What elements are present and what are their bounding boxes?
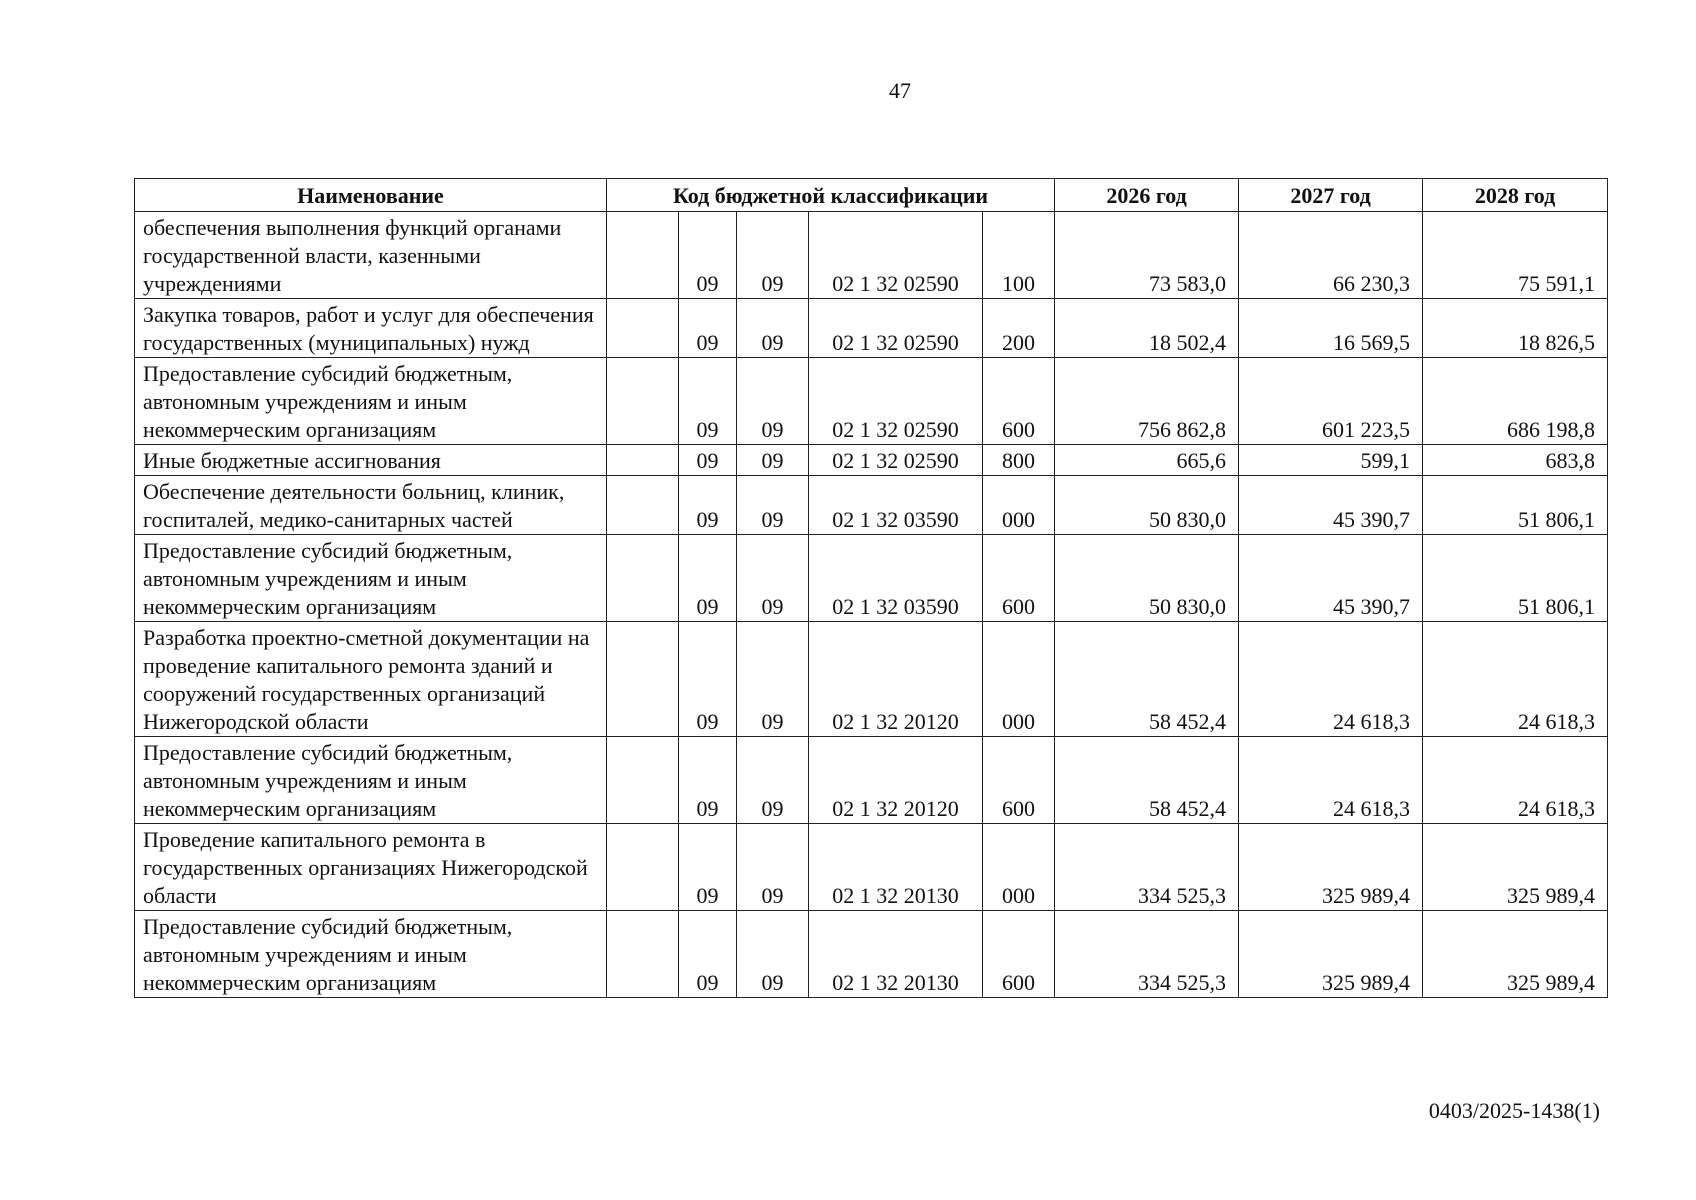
row-2027: 16 569,5: [1239, 299, 1423, 358]
document-registration-code: 0403/2025-1438(1): [1428, 1098, 1600, 1123]
row-target-article: 02 1 32 02590: [809, 445, 983, 476]
row-expense-type: 000: [983, 824, 1055, 911]
header-2027: 2027 год: [1239, 179, 1423, 212]
row-empty-cell: [607, 824, 679, 911]
page-number: 47: [889, 78, 911, 103]
row-section: 09: [679, 358, 737, 445]
row-subsection: 09: [737, 824, 809, 911]
row-subsection: 09: [737, 445, 809, 476]
row-2027: 24 618,3: [1239, 622, 1423, 737]
row-name: обеспечения выполнения функций органами государственной власти, казенными учреждениями: [135, 212, 607, 299]
row-name: Разработка проектно-сметной документации на проведение капитального ремонта зданий и сооружений государственных организаций Нижегородской области: [135, 622, 607, 737]
row-subsection: 09: [737, 358, 809, 445]
row-2028: 325 989,4: [1423, 824, 1608, 911]
row-empty-cell: [607, 299, 679, 358]
row-2026: 665,6: [1055, 445, 1239, 476]
row-2026: 334 525,3: [1055, 824, 1239, 911]
row-2028: 75 591,1: [1423, 212, 1608, 299]
row-empty-cell: [607, 622, 679, 737]
row-empty-cell: [607, 911, 679, 998]
row-target-article: 02 1 32 02590: [809, 212, 983, 299]
table-row: [135, 212, 1608, 299]
row-section: 09: [679, 212, 737, 299]
row-2028: 325 989,4: [1423, 911, 1608, 998]
row-empty-cell: [607, 445, 679, 476]
row-subsection: 09: [737, 476, 809, 535]
row-section: 09: [679, 299, 737, 358]
row-2028: 18 826,5: [1423, 299, 1608, 358]
row-2027: 325 989,4: [1239, 824, 1423, 911]
row-subsection: 09: [737, 737, 809, 824]
row-target-article: 02 1 32 20120: [809, 622, 983, 737]
row-2027: 45 390,7: [1239, 476, 1423, 535]
row-2026: 50 830,0: [1055, 476, 1239, 535]
table-header-row: [135, 179, 1608, 212]
row-2028: 24 618,3: [1423, 737, 1608, 824]
row-empty-cell: [607, 476, 679, 535]
row-name: Предоставление субсидий бюджетным, автономным учреждениям и иным некоммерческим организациям: [135, 535, 607, 622]
row-name: Предоставление субсидий бюджетным, автономным учреждениям и иным некоммерческим организациям: [135, 911, 607, 998]
row-target-article: 02 1 32 03590: [809, 535, 983, 622]
row-empty-cell: [607, 358, 679, 445]
row-2028: 24 618,3: [1423, 622, 1608, 737]
row-2027: 601 223,5: [1239, 358, 1423, 445]
table-row: [135, 535, 1608, 622]
table-row: [135, 299, 1608, 358]
row-name: Проведение капитального ремонта в государственных организациях Нижегородской области: [135, 824, 607, 911]
row-expense-type: 000: [983, 476, 1055, 535]
row-2026: 756 862,8: [1055, 358, 1239, 445]
row-section: 09: [679, 535, 737, 622]
row-expense-type: 800: [983, 445, 1055, 476]
row-section: 09: [679, 445, 737, 476]
row-2028: 51 806,1: [1423, 476, 1608, 535]
row-expense-type: 600: [983, 737, 1055, 824]
table-row: [135, 737, 1608, 824]
table-row: [135, 911, 1608, 998]
row-name: Предоставление субсидий бюджетным, автономным учреждениям и иным некоммерческим организациям: [135, 358, 607, 445]
row-2028: 686 198,8: [1423, 358, 1608, 445]
row-name: Иные бюджетные ассигнования: [135, 445, 607, 476]
table-row: [135, 358, 1608, 445]
row-subsection: 09: [737, 911, 809, 998]
row-2027: 325 989,4: [1239, 911, 1423, 998]
row-empty-cell: [607, 212, 679, 299]
table-row: [135, 476, 1608, 535]
header-code: Код бюджетной классификации: [607, 179, 1055, 212]
row-empty-cell: [607, 737, 679, 824]
row-target-article: 02 1 32 02590: [809, 358, 983, 445]
row-target-article: 02 1 32 03590: [809, 476, 983, 535]
row-2027: 599,1: [1239, 445, 1423, 476]
table-row: [135, 824, 1608, 911]
row-expense-type: 600: [983, 911, 1055, 998]
row-subsection: 09: [737, 299, 809, 358]
row-target-article: 02 1 32 02590: [809, 299, 983, 358]
row-expense-type: 200: [983, 299, 1055, 358]
row-2026: 50 830,0: [1055, 535, 1239, 622]
row-expense-type: 100: [983, 212, 1055, 299]
row-empty-cell: [607, 535, 679, 622]
row-expense-type: 000: [983, 622, 1055, 737]
header-2028: 2028 год: [1423, 179, 1608, 212]
row-2027: 24 618,3: [1239, 737, 1423, 824]
row-name: Закупка товаров, работ и услуг для обеспечения государственных (муниципальных) нужд: [135, 299, 607, 358]
row-section: 09: [679, 737, 737, 824]
row-expense-type: 600: [983, 535, 1055, 622]
row-2026: 58 452,4: [1055, 737, 1239, 824]
row-section: 09: [679, 476, 737, 535]
row-section: 09: [679, 824, 737, 911]
row-2026: 73 583,0: [1055, 212, 1239, 299]
row-2027: 66 230,3: [1239, 212, 1423, 299]
row-target-article: 02 1 32 20130: [809, 824, 983, 911]
row-target-article: 02 1 32 20130: [809, 911, 983, 998]
row-target-article: 02 1 32 20120: [809, 737, 983, 824]
row-2026: 18 502,4: [1055, 299, 1239, 358]
row-subsection: 09: [737, 535, 809, 622]
row-subsection: 09: [737, 622, 809, 737]
row-2026: 58 452,4: [1055, 622, 1239, 737]
row-section: 09: [679, 622, 737, 737]
row-name: Обеспечение деятельности больниц, клиник, госпиталей, медико-санитарных частей: [135, 476, 607, 535]
row-2028: 51 806,1: [1423, 535, 1608, 622]
header-name: Наименование: [135, 179, 607, 212]
row-2028: 683,8: [1423, 445, 1608, 476]
table-row: [135, 445, 1608, 476]
row-section: 09: [679, 911, 737, 998]
row-2027: 45 390,7: [1239, 535, 1423, 622]
table-row: [135, 622, 1608, 737]
budget-table: [134, 178, 1608, 998]
row-subsection: 09: [737, 212, 809, 299]
header-2026: 2026 год: [1055, 179, 1239, 212]
row-expense-type: 600: [983, 358, 1055, 445]
row-name: Предоставление субсидий бюджетным, автономным учреждениям и иным некоммерческим организациям: [135, 737, 607, 824]
row-2026: 334 525,3: [1055, 911, 1239, 998]
